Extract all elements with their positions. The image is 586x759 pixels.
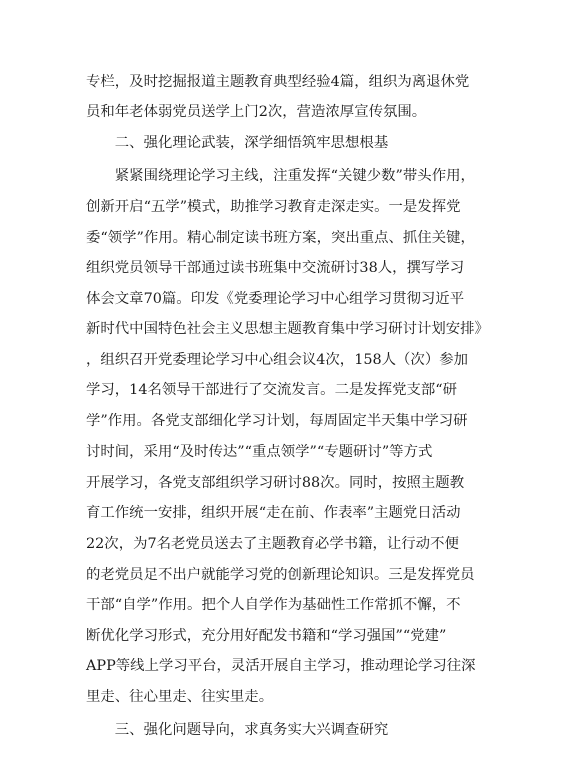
text-line: 紧紧围绕理论学习主线，注重发挥“关键少数”带头作用， [86,168,475,184]
text-line: 断优化学习形式，充分用好配发书籍和“学习强国”“党建” [86,628,447,644]
text-line: 开展学习，各党支部组织学习研讨88次。同时，按照主题教 [86,475,465,491]
section-heading: 二、强化理论武装，深学细悟筑牢思想根基 [86,135,389,151]
text-line: 的老党员足不出户就能学习党的创新理论知识。三是发挥党员 [86,567,475,583]
section-heading: 三、强化问题导向，求真务实大兴调查研究 [86,722,389,738]
text-line: ，组织召开党委理论学习中心组会议4次，158人（次）参加 [86,352,468,368]
text-line: 学”作用。各党支部细化学习计划，每周固定半天集中学习研 [86,413,468,429]
text-line: APP等线上学习平台，灵活开展自主学习，推动理论学习往深 [86,658,476,674]
text-line: 讨时间，采用“及时传达”“重点领学”“专题研讨”等方式 [86,444,433,460]
text-line: 22次，为7名老党员送去了主题教育必学书籍，让行动不便 [86,536,459,552]
text-line: 体会文章70篇。印发《党委理论学习中心组学习贯彻习近平 [86,291,465,307]
text-line: 专栏，及时挖掘报道主题教育典型经验4篇，组织为离退休党 [86,74,470,90]
text-line: 里走、往心里走、往实里走。 [86,689,274,705]
text-line: 员和年老体弱党员送学上门2次，营造浓厚宣传氛围。 [86,104,427,120]
text-line: 育工作统一安排，组织开展“走在前、作表率”主题党日活动 [86,505,461,521]
text-line: 创新开启“五学”模式，助推学习教育走深走实。一是发挥党 [86,199,461,215]
text-line: 学习，14名领导干部进行了交流发言。二是发挥党支部“研 [86,382,458,398]
text-line: 干部“自学”作用。把个人自学作为基础性工作常抓不懈，不 [86,597,461,613]
text-line: 组织党员领导干部通过读书班集中交流研讨38人，撰写学习 [86,260,465,276]
text-line: 委“领学”作用。精心制定读书班方案，突出重点、抓住关键， [86,230,475,246]
text-line: 新时代中国特色社会主义思想主题教育集中学习研讨计划安排》 [86,321,489,337]
